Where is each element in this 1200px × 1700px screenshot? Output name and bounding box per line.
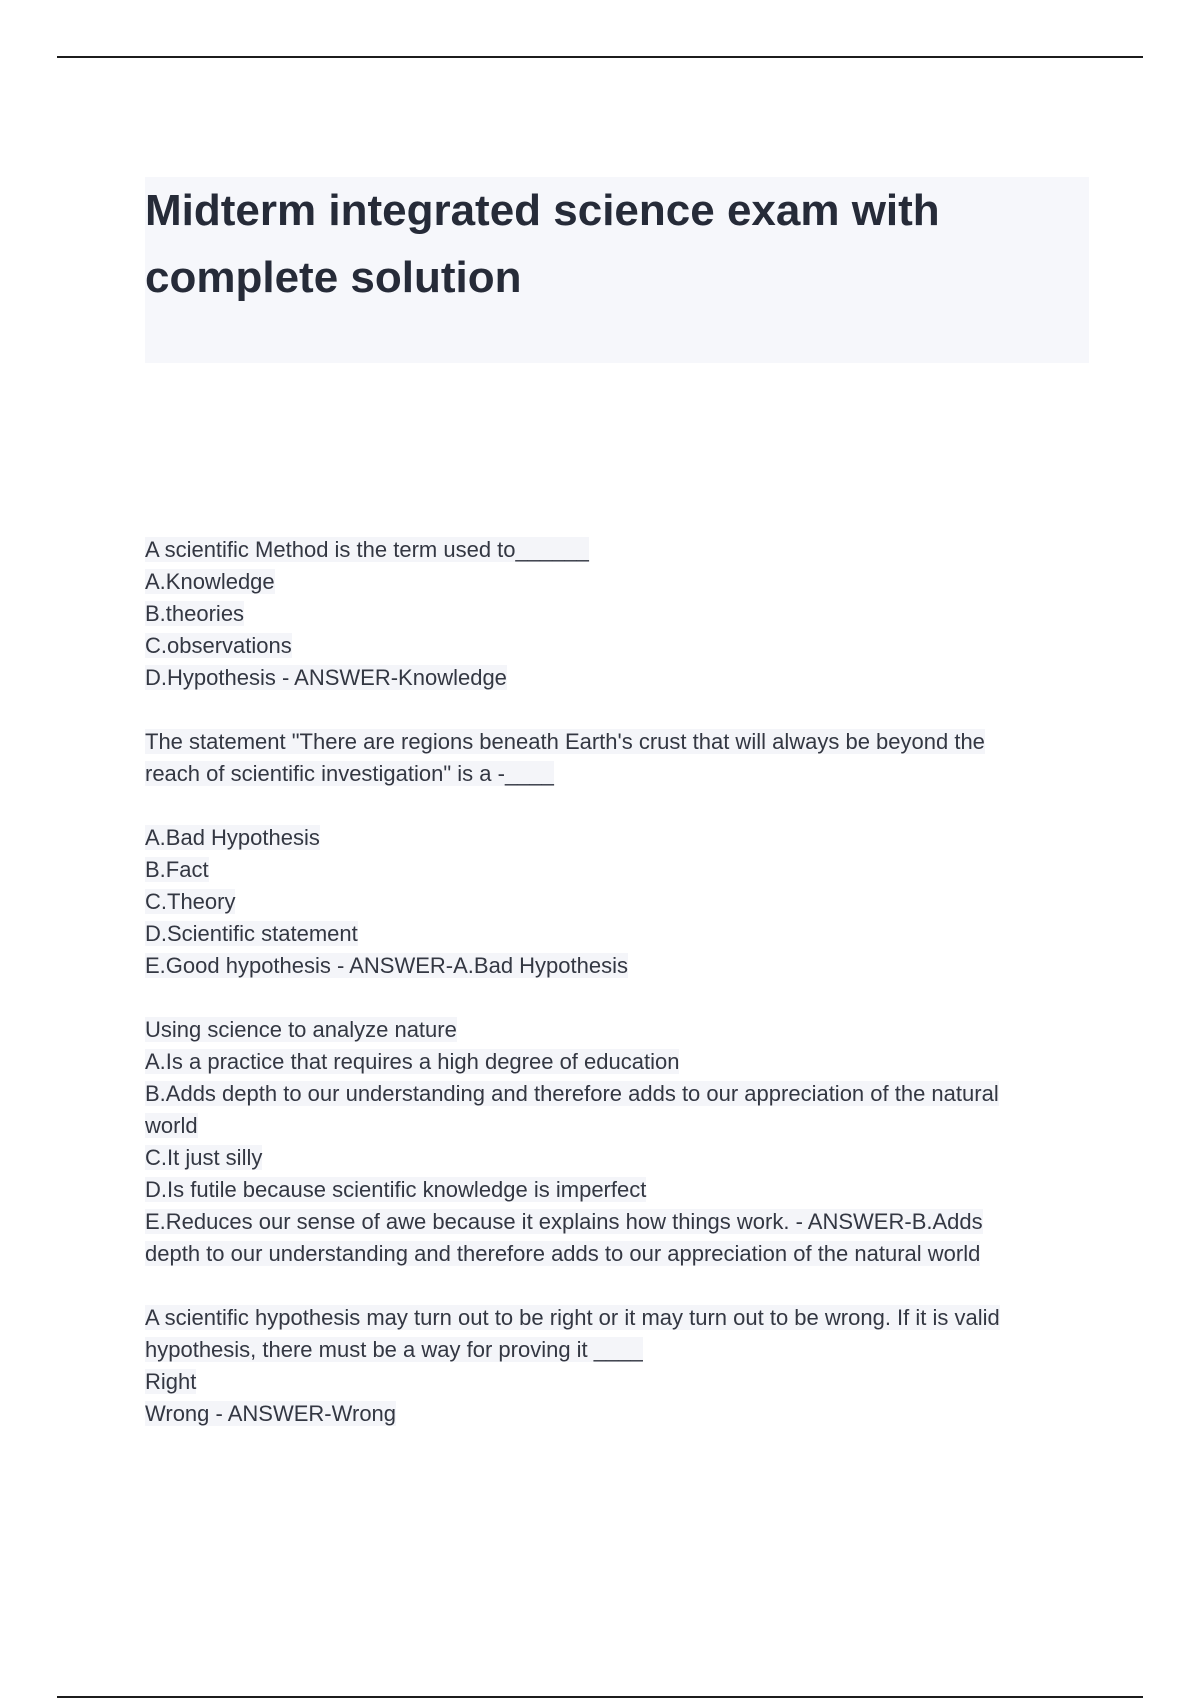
question-3 xyxy=(145,1014,1095,1270)
option: D.Is futile because scientific knowledge is imperfect xyxy=(145,1177,647,1202)
question-text xyxy=(145,726,1095,790)
option: B.Adds depth to our understanding and therefore adds to our appreciation of the natural xyxy=(145,1081,999,1106)
option: C.Theory xyxy=(145,889,236,914)
question-text-line: hypothesis, there must be a way for proving it ____ xyxy=(145,1337,643,1362)
option: A.Knowledge xyxy=(145,569,275,594)
question-1 xyxy=(145,534,1095,694)
question-text-line: reach of scientific investigation" is a -____ xyxy=(145,761,554,786)
title-block xyxy=(145,177,1089,363)
option: B.theories xyxy=(145,601,245,626)
question-text: A scientific Method is the term used to______ xyxy=(145,537,589,562)
option: C.It just silly xyxy=(145,1145,263,1170)
option: A.Is a practice that requires a high degree of education xyxy=(145,1049,680,1074)
document-title xyxy=(145,177,1089,311)
question-text: Using science to analyze nature xyxy=(145,1017,457,1042)
option: world xyxy=(145,1113,198,1138)
option: C.observations xyxy=(145,633,292,658)
title-line: complete solution xyxy=(145,253,522,302)
title-line: Midterm integrated science exam with xyxy=(145,186,940,235)
option: B.Fact xyxy=(145,857,209,882)
questions-list xyxy=(145,534,1095,1462)
question-text-line: A scientific hypothesis may turn out to be right or it may turn out to be wrong. If it is valid xyxy=(145,1305,1000,1330)
answer-line: E.Reduces our sense of awe because it explains how things work. - ANSWER-B.Adds xyxy=(145,1209,983,1234)
option: Right xyxy=(145,1369,197,1394)
option: A.Bad Hypothesis xyxy=(145,825,320,850)
answer-line: depth to our understanding and therefore adds to our appreciation of the natural world xyxy=(145,1241,981,1266)
question-2 xyxy=(145,726,1095,982)
answer-line: Wrong - ANSWER-Wrong xyxy=(145,1401,397,1426)
top-rule xyxy=(57,56,1143,58)
question-4 xyxy=(145,1302,1095,1430)
option: D.Scientific statement xyxy=(145,921,358,946)
bottom-rule xyxy=(57,1696,1143,1698)
question-text-line: The statement "There are regions beneath Earth's crust that will always be beyond the xyxy=(145,729,985,754)
answer-line: E.Good hypothesis - ANSWER-A.Bad Hypothesis xyxy=(145,953,628,978)
answer-line: D.Hypothesis - ANSWER-Knowledge xyxy=(145,665,507,690)
